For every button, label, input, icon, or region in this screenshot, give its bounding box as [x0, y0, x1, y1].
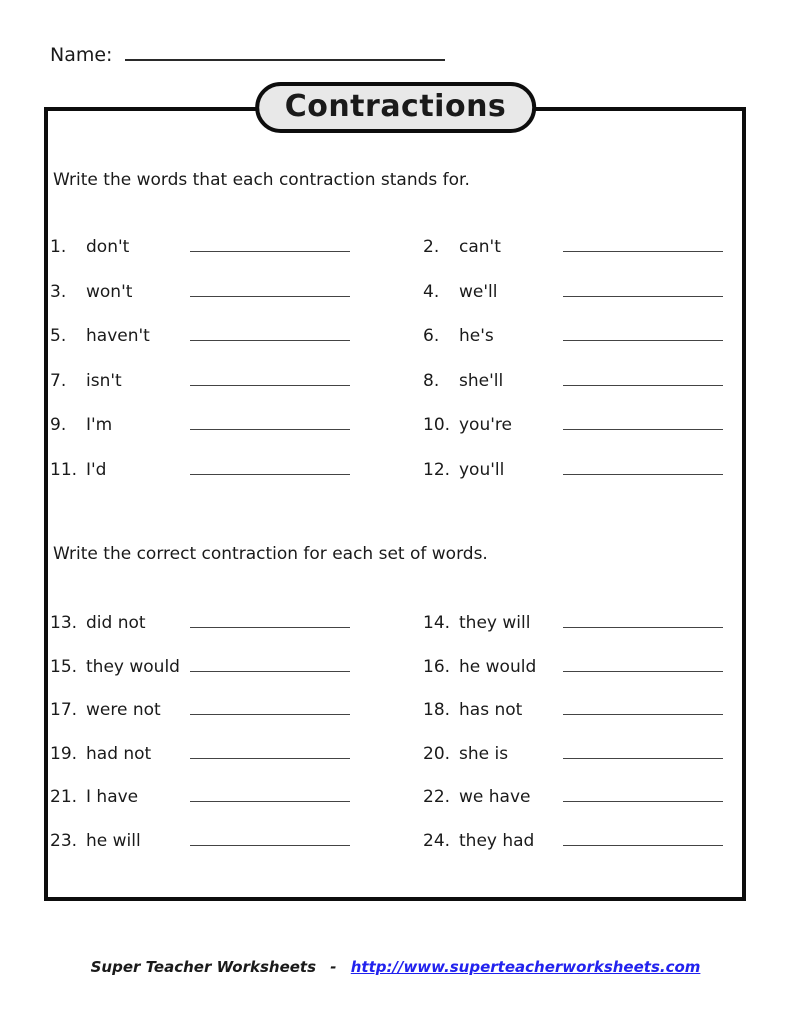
worksheet-title-badge: [255, 82, 537, 133]
name-label: Name:: [50, 44, 113, 66]
item-number: 16.: [423, 656, 451, 677]
item-number: 23.: [50, 830, 78, 851]
worksheet-item: [423, 371, 723, 416]
answer-blank: [563, 385, 723, 386]
section1-items: [50, 237, 723, 505]
worksheet-item: [50, 700, 350, 744]
worksheet-item: [50, 657, 350, 701]
answer-blank: [563, 340, 723, 341]
item-word: isn't: [86, 370, 122, 391]
answer-blank: [190, 627, 350, 628]
worksheet-item: [423, 657, 723, 701]
worksheet-item: [50, 415, 350, 460]
item-number: 6.: [423, 326, 440, 347]
item-number: 3.: [50, 281, 67, 302]
item-word: haven't: [86, 326, 150, 347]
answer-blank: [563, 296, 723, 297]
item-word: we'll: [459, 281, 498, 302]
answer-blank: [563, 627, 723, 628]
footer-url-link[interactable]: http://www.superteacherworksheets.com: [350, 958, 701, 976]
item-number: 1.: [50, 237, 67, 257]
section2-items: [50, 613, 723, 874]
answer-blank: [563, 251, 723, 252]
item-number: 20.: [423, 743, 451, 764]
answer-blank: [190, 385, 350, 386]
answer-blank: [190, 671, 350, 672]
item-number: 12.: [423, 459, 451, 480]
item-word: he would: [459, 656, 537, 677]
item-number: 24.: [423, 830, 451, 851]
worksheet-item: [50, 460, 350, 505]
answer-blank: [190, 845, 350, 846]
item-number: 17.: [50, 700, 78, 720]
item-number: 21.: [50, 787, 78, 807]
item-word: he's: [459, 326, 494, 347]
worksheet-item: [50, 744, 350, 788]
item-word: did not: [86, 613, 146, 633]
item-word: had not: [86, 743, 152, 764]
worksheet-item: [423, 831, 723, 875]
item-number: 5.: [50, 326, 67, 347]
item-word: I'm: [86, 415, 113, 436]
worksheet-item: [423, 787, 723, 831]
worksheet-item: [50, 237, 350, 282]
item-number: 19.: [50, 743, 78, 764]
item-number: 4.: [423, 281, 440, 302]
item-number: 22.: [423, 787, 451, 807]
worksheet-item: [423, 326, 723, 371]
page-title: Contractions: [284, 89, 507, 124]
item-word: I'd: [86, 459, 107, 480]
answer-blank: [563, 429, 723, 430]
answer-blank: [190, 251, 350, 252]
answer-blank: [190, 801, 350, 802]
answer-blank: [563, 845, 723, 846]
name-row: [50, 44, 445, 66]
footer-separator: -: [330, 958, 337, 976]
answer-blank: [563, 801, 723, 802]
item-word: were not: [86, 700, 161, 720]
item-word: they would: [86, 656, 180, 677]
item-number: 15.: [50, 656, 78, 677]
item-word: don't: [86, 237, 130, 257]
item-number: 13.: [50, 613, 78, 633]
worksheet-item: [423, 282, 723, 327]
worksheet-item: [50, 326, 350, 371]
answer-blank: [190, 758, 350, 759]
item-number: 10.: [423, 415, 451, 436]
name-blank: [125, 59, 445, 61]
worksheet-item: [423, 744, 723, 788]
item-number: 2.: [423, 237, 440, 257]
item-word: she is: [459, 743, 509, 764]
item-number: 8.: [423, 370, 440, 391]
worksheet-item: [50, 613, 350, 657]
answer-blank: [563, 474, 723, 475]
worksheet-item: [423, 460, 723, 505]
item-number: 7.: [50, 370, 67, 391]
section2-instruction: Write the correct contraction for each set of words.: [53, 544, 488, 564]
worksheet-item: [50, 371, 350, 416]
answer-blank: [563, 671, 723, 672]
worksheet-item: [50, 831, 350, 875]
footer-brand: Super Teacher Worksheets: [90, 958, 317, 976]
item-word: has not: [459, 700, 523, 720]
item-number: 11.: [50, 459, 78, 480]
worksheet-item: [423, 613, 723, 657]
answer-blank: [190, 474, 350, 475]
item-word: they will: [459, 613, 531, 633]
worksheet-item: [50, 787, 350, 831]
item-word: we have: [459, 787, 531, 807]
item-word: she'll: [459, 370, 504, 391]
item-number: 9.: [50, 415, 67, 436]
answer-blank: [563, 758, 723, 759]
section1-instruction: Write the words that each contraction stands for.: [53, 170, 470, 190]
item-word: I have: [86, 787, 139, 807]
answer-blank: [190, 340, 350, 341]
item-word: can't: [459, 237, 501, 257]
footer: [0, 958, 791, 976]
item-word: won't: [86, 281, 133, 302]
answer-blank: [190, 296, 350, 297]
item-word: you'll: [459, 459, 505, 480]
answer-blank: [563, 714, 723, 715]
worksheet-item: [423, 700, 723, 744]
worksheet-item: [423, 415, 723, 460]
item-number: 14.: [423, 613, 451, 633]
worksheet-item: [50, 282, 350, 327]
answer-blank: [190, 714, 350, 715]
worksheet-item: [423, 237, 723, 282]
item-word: they had: [459, 830, 535, 851]
item-word: you're: [459, 415, 512, 436]
item-word: he will: [86, 830, 141, 851]
item-number: 18.: [423, 700, 451, 720]
answer-blank: [190, 429, 350, 430]
